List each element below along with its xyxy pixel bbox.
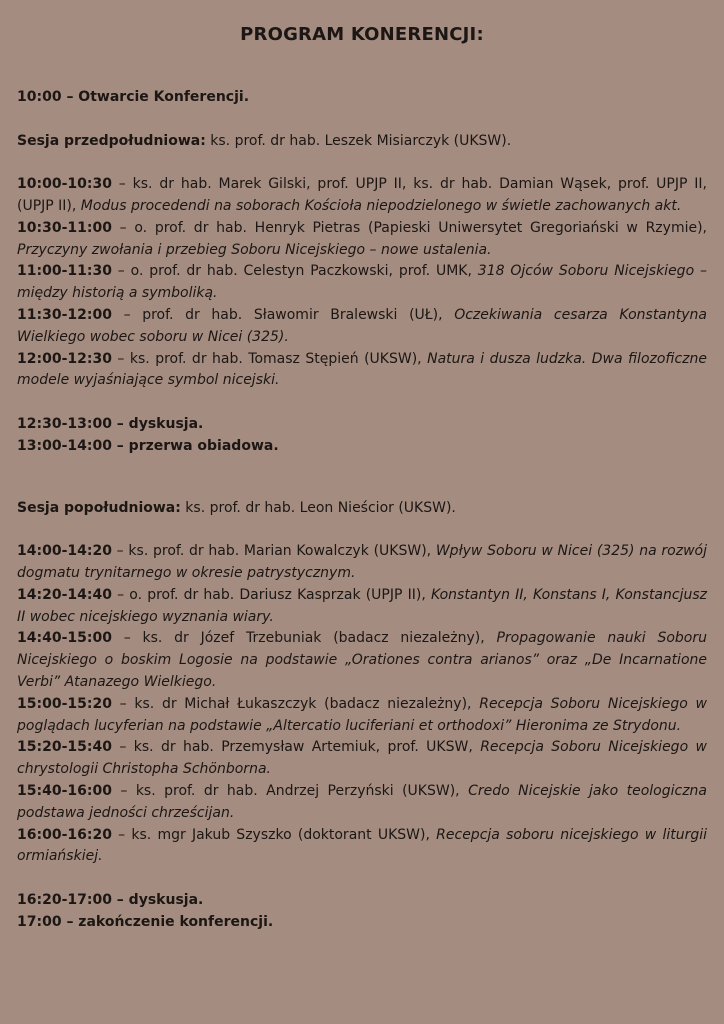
item-speaker: – ks. prof. dr hab. Andrzej Perzyński (UKSW), (111, 782, 469, 799)
page-title: PROGRAM KONERENCJI: (240, 24, 484, 45)
program-item (17, 261, 707, 305)
item-speaker: – ks. dr hab. Marek Gilski, prof. UPJP II, ks. dr hab. Damian Wąsek, prof. UPJP II, (UPJP II), (17, 176, 707, 214)
opening-item: 10:00 – Otwarcie Konferencji. (17, 89, 250, 105)
program-item (17, 694, 707, 738)
item-time: 14:00-14:20 (17, 543, 112, 560)
program-item (17, 781, 707, 825)
item-speaker: – o. prof. dr hab. Dariusz Kasprzak (UPJP II), (111, 586, 431, 603)
session1-header (17, 131, 707, 153)
program-item (17, 174, 707, 218)
item-title: Propagowanie nauki Soboru Nicejskiego o boskim Logosie na podstawie „Orationes contra arianos” oraz „De Incarnatione Verbi” Atanazego Wielkiego. (17, 630, 707, 690)
program-item (17, 737, 707, 781)
item-title: Wpływ Soboru w Nicei (325) na rozwój dogmatu trynitarnego w okresie patrystycznym. (17, 543, 707, 581)
item-time: 14:40-15:00 (17, 630, 112, 647)
item-time: 11:00-11:30 (17, 263, 112, 280)
item-title: Recepcja Soboru Nicejskiego w chrystologii Christopha Schönborna. (17, 739, 707, 778)
program-item (17, 825, 707, 869)
item-title: 318 Ojców Soboru Nicejskiego – między historią a symboliką. (17, 263, 707, 302)
discussion-item: 12:30-13:00 – dyskusja. (17, 415, 204, 432)
program-item (17, 218, 707, 262)
item-title: Modus procedendi na soborach Kościoła niepodzielonego w świetle zachowanych akt. (80, 197, 682, 214)
session1-chair: ks. prof. dr hab. Leszek Misiarczyk (UKSW). (205, 132, 512, 149)
closing-item: 17:00 – zakończenie konferencji. (17, 913, 274, 930)
lunch-break-item: 13:00-14:00 – przerwa obiadowa. (17, 437, 279, 454)
program-item (17, 541, 707, 585)
item-speaker: – ks. prof. dr hab. Marian Kowalczyk (UKSW), (111, 543, 436, 560)
program-item (17, 628, 707, 693)
item-title: Oczekiwania cesarza Konstantyna Wielkiego wobec soboru w Nicei (325). (17, 306, 707, 345)
program-item (17, 585, 707, 629)
discussion-item: 16:20-17:00 – dyskusja. (17, 891, 204, 908)
item-time: 15:20-15:40 (17, 739, 112, 756)
item-time: 16:00-16:20 (17, 826, 112, 843)
item-speaker: – prof. dr hab. Sławomir Bralewski (UŁ), (111, 306, 455, 323)
item-title: Credo Nicejskie jako teologiczna podstawa jedności chrześcijan. (17, 782, 707, 821)
item-time: 15:40-16:00 (17, 782, 112, 799)
session2-chair: ks. prof. dr hab. Leon Nieścior (UKSW). (180, 499, 456, 516)
item-title: Natura i dusza ludzka. Dwa filozoficzne modele wyjaśniające symbol nicejski. (17, 350, 707, 389)
item-time: 11:30-12:00 (17, 306, 112, 323)
item-title: Recepcja soboru nicejskiego w liturgii ormiańskiej. (17, 826, 708, 865)
item-title: Konstantyn II, Konstans I, Konstancjusz II wobec nicejskiego wyznania wiary. (17, 586, 707, 625)
item-speaker: – ks. dr Józef Trzebuniak (badacz niezależny), (111, 630, 497, 647)
item-speaker: – o. prof. dr hab. Henryk Pietras (Papieski Uniwersytet Gregoriański w Rzymie), (111, 219, 707, 236)
item-speaker: – o. prof. dr hab. Celestyn Paczkowski, prof. UMK, (111, 263, 478, 280)
item-time: 15:00-15:20 (17, 695, 112, 712)
session1-label: Sesja przedpołudniowa: (17, 132, 206, 149)
item-time: 12:00-12:30 (17, 350, 112, 367)
session2-label: Sesja popołudniowa: (17, 499, 181, 516)
item-time: 10:30-11:00 (17, 219, 112, 236)
item-title: Recepcja Soboru Nicejskiego w poglądach lucyferian na podstawie „Altercatio luciferiani et orthodoxi” Hieronima ze Strydonu. (17, 695, 707, 734)
item-title: Przyczyny zwołania i przebieg Soboru Nicejskiego – nowe ustalenia. (17, 241, 492, 258)
session2-header (17, 498, 707, 520)
item-speaker: – ks. dr Michał Łukaszczyk (badacz niezależny), (111, 695, 480, 712)
item-time: 14:20-14:40 (17, 586, 112, 603)
program-item (17, 349, 707, 393)
item-speaker: – ks. dr hab. Przemysław Artemiuk, prof. UKSW, (111, 739, 481, 756)
item-speaker: – ks. mgr Jakub Szyszko (doktorant UKSW), (111, 826, 437, 843)
program-item (17, 305, 707, 349)
item-speaker: – ks. prof. dr hab. Tomasz Stępień (UKSW), (111, 350, 428, 367)
item-time: 10:00-10:30 (17, 176, 112, 193)
